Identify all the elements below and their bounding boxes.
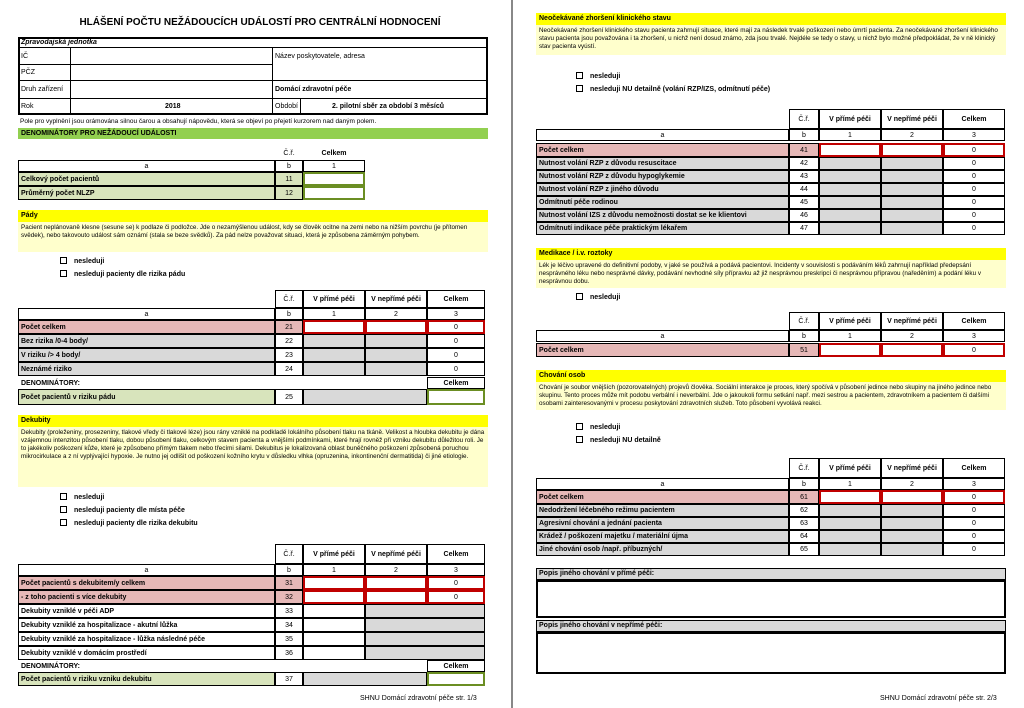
checkbox-chov-nesleduji[interactable]	[576, 423, 583, 430]
obdobi-label: Období	[275, 103, 298, 110]
page-1: HLÁŠENÍ POČTU NEŽÁDOUCÍCH UDÁLOSTÍ PRO CENTRÁLNÍ HODNOCENÍ Zpravodajská jednotka IČ PČZ Druh zařízení Rok 2018 Název poskytovatele, adresa Domácí zdravotní péče Období 2. pilotní sběr za období 3 měsíců Pole pro vyplnění jsou orámována silnou čarou a obsahují nápovědu, která se objeví po přejetí kurzorem nad daným polem. DENOMINÁTORY PRO NEŽÁDOUCÍ UDÁLOSTI Č.ř. Celkem a b 1 Celkový počet pacientů 11 Průměrný počet NLZP 12 Pády Pacient neplánovaně klesne (sesune se) k podlaze či podložce. Jde o nezamýšlenou událost, kdy se člověk ocitne na zemi nebo na nižším povrchu (je přítomen svědek), nebo takovouto událost sám oznámí (stala se beze svědků). Za pád nelze považovat situaci, která je způsobena záměrným pohybem. nesleduji nesleduji pacienty dle rizika pádu Č.ř. V přímé péči V nepřímé péči Celkem a b 1 2 3 Počet celkem 21 0 Bez rizika /0-4 body/ 22 0 V riziku /> 4 body/ 23 0 Neznámé riziko 24 0 DENOMINÁTORY: Celkem Počet pacientů v riziku pádu 25 Dekubity Dekubity (proleženiny, prosezeniny, tlakové vředy či tlakové léze) jsou rány vzniklé na podkladě lokálního působení tlaku na tkáně. Velikost a hloubka dekubitu je dána vzájemnou intenzitou působení tlaku, dobou působení tlaku, celkovým stavem pacienta a vnějšími podmínkami, které hrají rovněž při vzniku dekubitu důležitou roli. Je to jakékoliv poškození kůže, které je způsobeno přímým tlakem nebo třecími silami. Dekubitus je lokalizovaná oblast buněčného poškození způsobená poruchou mikrocirkulace a z ní vyplývající hypoxie. Je nutno jej odlišit od poškození kožního krytu v důsledku vlhka (opruzenina, inkontinenční dermatitida) či jiné etiologie. nesleduji nesleduji pacienty dle místa péče nesleduji pacienty dle rizika dekubitu Č.ř. V přímé péči V nepřímé péči Celkem a b 1 2 3 Počet pacientů s dekubitem/y celkem 31 0 - z toho pacienti s více dekubity 32 0 Dekubity vzniklé v péči ADP 33 Dekubity vzniklé za hospitalizace - akutní lůžka 34 Dekubity vzniklé za hospitalizace - lůžka následné péče 35 Dekubity vzniklé v domácím prostředí 36 DENOMINÁTORY: Celkem Počet pacientů v riziku vzniku dekubitu 37 SHNU Domácí zdravotní péče str. 1/3	[0, 0, 510, 708]
checkbox-pady-riziko[interactable]	[60, 270, 67, 277]
page-divider	[511, 0, 513, 708]
popis-neprime-textarea[interactable]	[536, 632, 1006, 674]
checkbox-neoc-nesleduji[interactable]	[576, 72, 583, 79]
page-footer-2: SHNU Domácí zdravotní péče str. 2/3	[880, 695, 997, 702]
input-61-prime[interactable]	[819, 490, 881, 504]
checkbox-pady-nesleduji[interactable]	[60, 257, 67, 264]
input-21-neprime[interactable]	[365, 320, 427, 334]
col-celkem: Celkem	[321, 150, 347, 157]
rok-label: Rok	[21, 103, 34, 110]
denominators-header: DENOMINÁTORY PRO NEŽÁDOUCÍ UDÁLOSTI	[21, 130, 177, 137]
neocekavane-title: Neočekávané zhoršení klinického stavu	[539, 15, 671, 22]
facility-type-value: Domácí zdravotní péče	[275, 86, 352, 93]
page-2: Neočekávané zhoršení klinického stavu Neočekávané zhoršení klinického stavu pacienta zahrnují situace, které mají za následek trvalé poškození nebo úmrtí pacienta. Za neočekávané zhoršení klinického stavu pacienta jsou považována i ta zhoršení, u nichž není dosud známo, zda jsou trvalé. Nejdéle se tedy o stavy, u nichž bylo možné předpokládat, že v ně klinický stav pacienta vyústí. nesleduji nesleduji NU detailně (volání RZP/IZS, odmítnutí péče) Č.ř. V přímé péči V nepřímé péči Celkem a b 1 2 3 Počet celkem 41 0 Nutnost volání RZP z důvodu resuscitace 42 0 Nutnost volání RZP z důvodu hypoglykemie 43 0 Nutnost volání RZP z jiného důvodu 44 0 Odmítnutí péče rodinou 45 0 Nutnost volání IZS z důvodu nemožnosti dostat se ke klientovi 46 0 Odmítnutí indikace péče praktickým lékařem 47 0 Medikace / i.v. roztoky Lék je léčivo upravené do definitivní podoby, v jaké se používá a podává pacientovi. Incidenty v souvislosti s podáváním léků zahrnují například předepsání nesprávného léku nebo nesprávné dávky, podávání nevhodné síly přípravku až již nesprávnou preskripcí či nesprávnou přípravou (naředěním) a podání léku v nesprávnou dobu. nesleduji Č.ř. V přímé péči V nepřímé péči Celkem a b 1 2 3 Počet celkem 51 0 Chování osob Chování je soubor vnějších (pozorovatelných) projevů člověka. Sociální interakce je proces, který spočívá v působení jedince nebo skupiny na jiného jedince nebo skupinu. Tento proces může mít podobu verbální i neverbální. Jde o jakoukoli formu setkání např. mezi sestrou a pacientem, zdravotníkem a pacientem či dalšími osobami zainteresovanými v procesu poskytování zdravotních služeb. Toto působení vyvolává reakci. nesleduji nesleduji NU detailně Č.ř. V přímé péči V nepřímé péči Celkem a b 1 2 3 Počet celkem 61 0 Nedodržení léčebného režimu pacientem 62 0 Agresivní chování a jednání pacienta 63 0 Krádež / poškození majetku / materiální újma 64 0 Jiné chování osob /např. příbuzných/ 65 0 Popis jiného chování v přímé péči: Popis jiného chování v nepřímé péči: SHNU Domácí zdravotní péče str. 2/3	[514, 0, 1024, 708]
popis-prime-textarea[interactable]	[536, 580, 1006, 618]
page-footer: SHNU Domácí zdravotní péče str. 1/3	[360, 695, 477, 702]
input-row-11[interactable]	[303, 172, 365, 186]
row-12-label: Průměrný počet NLZP	[18, 186, 275, 200]
provider-label: Název poskytovatele, adresa	[275, 53, 365, 60]
neocekavane-description: Neočekávané zhoršení klinického stavu pacienta zahrnují situace, které mají za následek trvalé poškození nebo úmrtí pacienta. Za neočekávané zhoršení klinického stavu pacienta jsou považována i ta zhoršení, u nichž není dosud známo, zda jsou trvalé. Nejdéle se tedy o stavy, u nichž bylo možné předpokládat, že v ně klinický stav pacienta vyústí.	[539, 27, 998, 50]
input-21-prime[interactable]	[303, 320, 365, 334]
row-11-label: Celkový počet pacientů	[18, 172, 275, 186]
checkbox-dek-riziko[interactable]	[60, 519, 67, 526]
checkbox-med-nesleduji[interactable]	[576, 293, 583, 300]
input-31-neprime[interactable]	[365, 576, 427, 590]
input-51-prime[interactable]	[819, 343, 881, 357]
medikace-title: Medikace / i.v. roztoky	[539, 250, 613, 257]
checkbox-dek-misto[interactable]	[60, 506, 67, 513]
unit-header: Zpravodajská jednotka	[21, 39, 97, 46]
druh-label: Druh zařízení	[21, 86, 64, 93]
checkbox-neoc-nu[interactable]	[576, 85, 583, 92]
input-61-neprime[interactable]	[881, 490, 943, 504]
input-32-neprime[interactable]	[365, 590, 427, 604]
input-25[interactable]	[427, 389, 485, 405]
input-32-prime[interactable]	[303, 590, 365, 604]
ic-label: IČ	[21, 53, 28, 60]
page-title: HLÁŠENÍ POČTU NEŽÁDOUCÍCH UDÁLOSTÍ PRO CENTRÁLNÍ HODNOCENÍ	[79, 17, 441, 28]
col-cr: Č.ř.	[283, 150, 295, 157]
pcz-label: PČZ	[21, 69, 35, 76]
checkbox-chov-nu[interactable]	[576, 436, 583, 443]
input-51-neprime[interactable]	[881, 343, 943, 357]
pady-description: Pacient neplánovaně klesne (sesune se) k podlaze či podložce. Jde o nezamýšlenou událost, kdy se člověk ocitne na zemi nebo na nižším povrchu (je přítomen svědek), nebo takovouto událost sám oznámí (stala se beze svědků). Za pád nelze považovat situaci, která je způsobena záměrným pohybem.	[21, 224, 468, 239]
chovani-title: Chování osob	[539, 372, 586, 379]
obdobi-value: 2. pilotní sběr za období 3 měsíců	[332, 103, 445, 110]
medikace-description: Lék je léčivo upravené do definitivní podoby, v jaké se používá a podává pacientovi. Incidenty v souvislosti s podáváním léků zahrnují například předepsání nesprávného léku nebo nesprávné dávky, podávání nevhodné síly přípravku až již nesprávnou preskripcí či nesprávnou přípravou (naředěním) a podání léku v nesprávnou dobu.	[539, 262, 981, 285]
input-41-prime[interactable]	[819, 143, 881, 157]
checkbox-dek-nesleduji[interactable]	[60, 493, 67, 500]
dekubity-title: Dekubity	[21, 417, 51, 424]
input-row-12[interactable]	[303, 186, 365, 200]
pady-title: Pády	[21, 212, 38, 219]
rok-value[interactable]: 2018	[165, 103, 181, 110]
chovani-description: Chování je soubor vnějších (pozorovatelných) projevů člověka. Sociální interakce je proces, který spočívá v působení jedince nebo skupiny na jiného jedince nebo skupinu. Tento proces může mít podobu verbální i neverbální. Jde o jakoukoli formu setkání např. mezi sestrou a pacientem, zdravotníkem a pacientem či dalšími osobami zainteresovanými v procesu poskytování zdravotních služeb. Toto působení vyvolává reakci.	[539, 384, 992, 407]
input-37[interactable]	[427, 672, 485, 686]
input-31-prime[interactable]	[303, 576, 365, 590]
dekubity-description: Dekubity (proleženiny, prosezeniny, tlakové vředy či tlakové léze) jsou rány vzniklé na podkladě lokálního působení tlaku na tkáně. Velikost a hloubka dekubitu je dána vzájemnou intenzitou působení tlaku, dobou působení tlaku, celkovým stavem pacienta a vnějšími podmínkami, které hrají rovněž při vzniku dekubitu důležitou roli. Je to jakékoliv poškození kůže, které je způsobeno přímým tlakem nebo třecími silami. Dekubitus je lokalizovaná oblast buněčného poškození způsobená poruchou mikrocirkulace a z ní vyplývající hypoxie. Je nutno jej odlišit od poškození kožního krytu v důsledku vlhka (opruzenina, inkontinenční dermatitida) či jiné etiologie.	[21, 429, 485, 460]
input-41-neprime[interactable]	[881, 143, 943, 157]
instructions-note: Pole pro vyplnění jsou orámována silnou čarou a obsahují nápovědu, která se objeví po přejetí kurzorem nad daným polem.	[20, 118, 377, 125]
